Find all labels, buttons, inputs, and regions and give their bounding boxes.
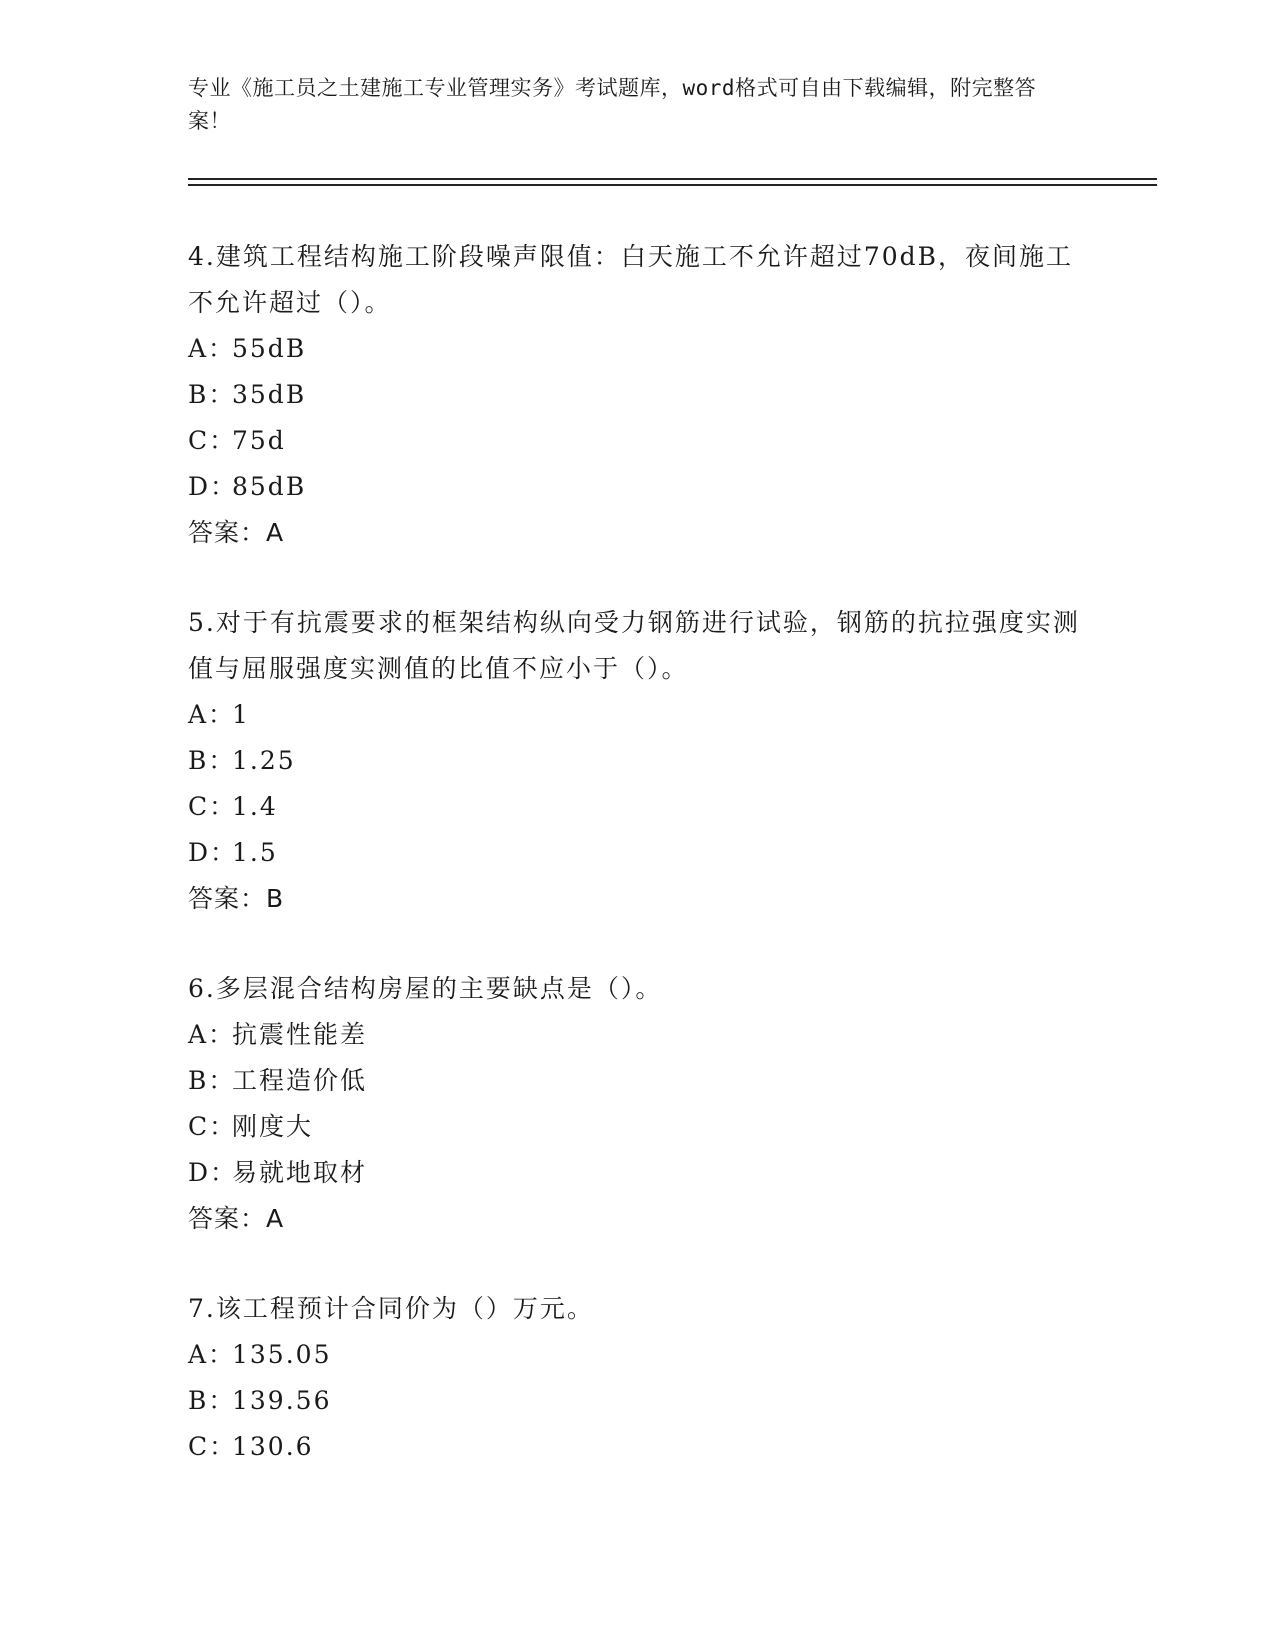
option-key: D： bbox=[188, 1158, 238, 1187]
question-stem: 6.多层混合结构房屋的主要缺点是（）。 bbox=[188, 974, 663, 1003]
option-text: 85dB bbox=[232, 472, 307, 501]
header-divider-top bbox=[188, 178, 1157, 180]
option-d bbox=[188, 464, 1088, 510]
option-text: 139.56 bbox=[232, 1386, 332, 1415]
document-intro: 专业《施工员之土建施工专业管理实务》考试题库，word格式可自由下载编辑，附完整答案！ bbox=[188, 76, 1037, 133]
option-key: B： bbox=[188, 1066, 236, 1095]
question-6 bbox=[188, 966, 1088, 1242]
option-c bbox=[188, 1424, 1088, 1470]
option-b bbox=[188, 1378, 1088, 1424]
option-key: A： bbox=[188, 700, 236, 729]
option-key: C： bbox=[188, 1112, 237, 1141]
option-b bbox=[188, 738, 1088, 784]
option-key: A： bbox=[188, 334, 236, 363]
option-text: 1.25 bbox=[232, 746, 296, 775]
question-7 bbox=[188, 1286, 1088, 1470]
option-key: C： bbox=[188, 1432, 237, 1461]
option-b bbox=[188, 1058, 1088, 1104]
option-key: B： bbox=[188, 380, 236, 409]
option-key: C： bbox=[188, 426, 237, 455]
option-a bbox=[188, 1332, 1088, 1378]
option-text: 抗震性能差 bbox=[232, 1020, 368, 1049]
question-4 bbox=[188, 234, 1088, 556]
question-stem: 5.对于有抗震要求的框架结构纵向受力钢筋进行试验，钢筋的抗拉强度实测值与屈服强度实测值的比值不应小于（）。 bbox=[188, 608, 1080, 683]
option-c bbox=[188, 1104, 1088, 1150]
option-text: 易就地取材 bbox=[232, 1158, 368, 1187]
option-text: 工程造价低 bbox=[232, 1066, 368, 1095]
option-a bbox=[188, 692, 1088, 738]
option-text: 1.5 bbox=[232, 838, 278, 867]
option-text: 35dB bbox=[232, 380, 307, 409]
answer-line: 答案：A bbox=[188, 518, 285, 547]
option-text: 1.4 bbox=[232, 792, 278, 821]
option-text: 55dB bbox=[232, 334, 307, 363]
option-text: 1 bbox=[232, 700, 250, 729]
option-key: B： bbox=[188, 746, 236, 775]
header-divider-bottom bbox=[188, 184, 1157, 186]
option-key: B： bbox=[188, 1386, 236, 1415]
option-a bbox=[188, 1012, 1088, 1058]
option-c bbox=[188, 784, 1088, 830]
answer-line: 答案：B bbox=[188, 884, 285, 913]
option-key: D： bbox=[188, 472, 238, 501]
option-d bbox=[188, 830, 1088, 876]
option-key: D： bbox=[188, 838, 238, 867]
option-text: 刚度大 bbox=[232, 1112, 314, 1141]
option-d bbox=[188, 1150, 1088, 1196]
option-c bbox=[188, 418, 1088, 464]
question-stem: 7.该工程预计合同价为（）万元。 bbox=[188, 1294, 594, 1323]
option-text: 75d bbox=[232, 426, 286, 455]
question-stem: 4.建筑工程结构施工阶段噪声限值：白天施工不允许超过70dB，夜间施工不允许超过（）。 bbox=[188, 242, 1074, 317]
option-a bbox=[188, 326, 1088, 372]
option-key: A： bbox=[188, 1020, 236, 1049]
option-key: A： bbox=[188, 1340, 236, 1369]
answer-line: 答案：A bbox=[188, 1204, 285, 1233]
option-key: C： bbox=[188, 792, 237, 821]
option-text: 130.6 bbox=[232, 1432, 314, 1461]
option-b bbox=[188, 372, 1088, 418]
question-5 bbox=[188, 600, 1088, 922]
option-text: 135.05 bbox=[232, 1340, 332, 1369]
